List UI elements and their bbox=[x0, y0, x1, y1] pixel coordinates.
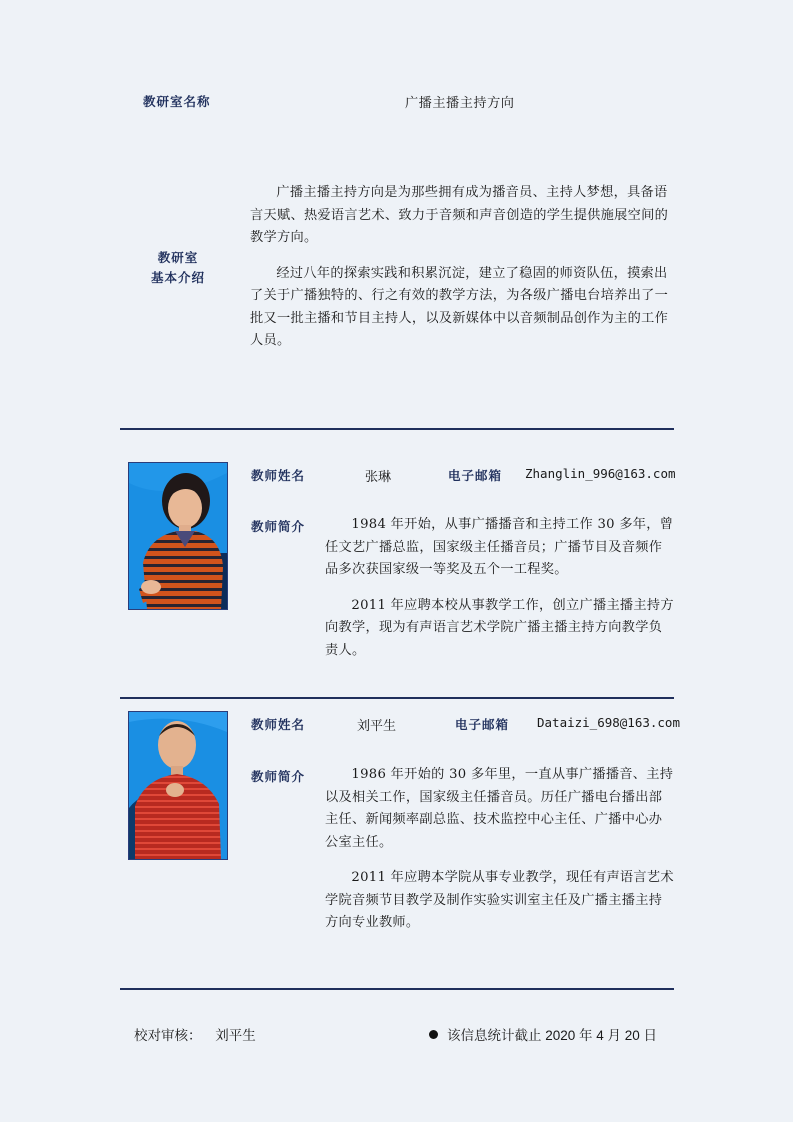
reviewer-name: 刘平生 bbox=[215, 1028, 256, 1043]
footer-note bbox=[429, 1024, 657, 1044]
section-divider-2 bbox=[120, 697, 674, 699]
teacher-2-bio-label: 教师简介 bbox=[251, 769, 306, 784]
teacher-1-email: Zhanglin_996@163.com bbox=[525, 466, 676, 481]
dept-intro-label-line2: 基本介绍 bbox=[150, 270, 205, 285]
teacher-1-bio bbox=[325, 514, 675, 662]
dept-intro-paragraph-2: 经过八年的探索实践和积累沉淀，建立了稳固的师资队伍，摸索出了关于广播独特的、行之有效的教学方法，为各级广播电台培养出了一批又一批主播和节目主持人，以及新媒体中以音频制品创作为主的工作人员。 bbox=[250, 265, 669, 348]
teacher-1-bio-label: 教师简介 bbox=[251, 519, 306, 534]
teacher-1-name: 张琳 bbox=[365, 470, 392, 485]
dept-intro-text bbox=[250, 182, 674, 353]
teacher-2-photo bbox=[128, 711, 228, 860]
teacher-2-name-label: 教师姓名 bbox=[251, 717, 306, 732]
teacher-1-bio-paragraph-1: 1984 年开始，从事广播播音和主持工作 30 多年，曾任文艺广播总监，国家级主任播音员；广播节目及音频作品多次获国家级一等奖及五个一工程奖。 bbox=[325, 517, 674, 577]
section-divider-1 bbox=[120, 428, 674, 430]
dept-intro-label-line1: 教研室 bbox=[157, 250, 199, 265]
teacher-1-bio-paragraph-2: 2011 年应聘本校从事教学工作，创立广播主播主持方向教学，现为有声语言艺术学院广播主播主持方向教学负责人。 bbox=[325, 597, 674, 658]
section-divider-3 bbox=[120, 988, 674, 990]
teacher-1-email-label: 电子邮箱 bbox=[448, 468, 503, 483]
reviewer-label: 校对审核： bbox=[134, 1028, 202, 1043]
teacher-2-email-label: 电子邮箱 bbox=[455, 717, 510, 732]
teacher-2-bio-paragraph-2: 2011 年应聘本学院从事专业教学，现任有声语言艺术学院音频节目教学及制作实验实训室主任及广播主播主持方向专业教师。 bbox=[325, 870, 674, 930]
bullet-icon bbox=[429, 1030, 438, 1039]
teacher-2-email: Dataizi_698@163.com bbox=[537, 715, 680, 730]
teacher-1-photo bbox=[128, 462, 228, 610]
dept-name-label: 教研室名称 bbox=[143, 94, 211, 109]
teacher-2-bio-paragraph-1: 1986 年开始的 30 多年里，一直从事广播播音、主持以及相关工作，国家级主任播音员。历任广播电台播出部主任、新闻频率副总监、技术监控中心主任、广播中心办公室主任。 bbox=[325, 767, 674, 850]
teacher-1-name-label: 教师姓名 bbox=[251, 468, 306, 483]
teacher-2-bio bbox=[325, 764, 675, 935]
teacher-2-name: 刘平生 bbox=[357, 719, 397, 734]
footer-note-text: 该信息统计截止 2020 年 4 月 20 日 bbox=[447, 1028, 658, 1043]
dept-intro-label bbox=[150, 248, 206, 288]
footer-reviewer bbox=[134, 1024, 256, 1044]
dept-intro-paragraph-1: 广播主播主持方向是为那些拥有成为播音员、主持人梦想，具备语言天赋、热爱语言艺术、致力于音频和声音创造的学生提供施展空间的教学方向。 bbox=[250, 185, 669, 245]
dept-name-value: 广播主播主持方向 bbox=[405, 96, 515, 111]
